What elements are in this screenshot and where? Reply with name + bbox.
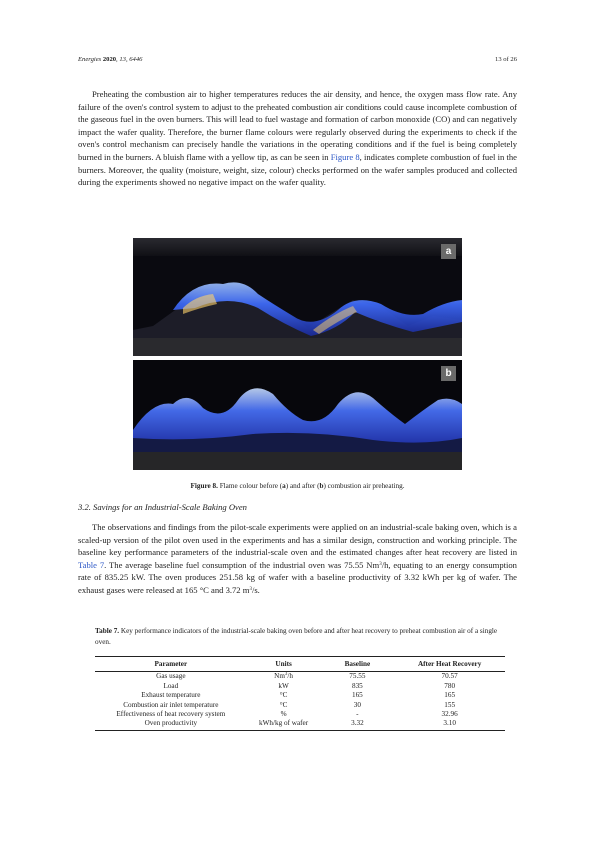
after-cell: 165 xyxy=(444,691,456,700)
units-cell: kWh/kg of wafer xyxy=(247,719,321,730)
flame-image-a xyxy=(133,238,462,356)
units-cell: Nm$^3$/h xyxy=(274,672,294,681)
figure-caption: Figure 8. Flame colour before (a) and after (b) combustion air preheating. xyxy=(190,482,405,490)
baseline-cell: 75.55 xyxy=(349,672,366,681)
table-row xyxy=(95,719,505,730)
kpi-table xyxy=(95,656,505,731)
paragraph-industrial: The observations and findings from the pilot-scale experiments were applied on an industrial-scale baking oven, which is a scaled-up version of the pilot oven used in the experiments and has a similar design, construction and working principle. The baseline key performance parameters of the industrial-scale oven and the estimated changes after heat recovery are listed in Table 7. The average baseline fuel consumption of the industrial oven was 75.55 Nm$^3$/h, equating to an energy consumption rate of 835.25 kW. The oven produces 251.58 kg of wafer with a baseline productivity of 3.32 kWh per kg of wafer. The exhaust gases were released at 165 °C and 3.72 $m^3/s$. xyxy=(78,522,517,595)
parameter-cell: Exhaust temperature xyxy=(141,691,201,700)
units-cell: °C xyxy=(279,691,288,700)
baseline-cell: 165 xyxy=(351,691,363,700)
baseline-cell: 835 xyxy=(351,681,363,690)
figure-label-a: a xyxy=(441,244,456,259)
parameter-cell: Load xyxy=(163,681,179,690)
header-parameter: Parameter xyxy=(95,657,247,672)
parameter-cell: Combustion air inlet temperature xyxy=(123,700,219,709)
parameter-cell: Oven productivity xyxy=(95,719,247,730)
parameter-cell: Gas usage xyxy=(156,672,186,681)
flame-image-b xyxy=(133,360,462,470)
units-cell: kW xyxy=(278,681,289,690)
flame-photo-before xyxy=(133,238,462,356)
header-after: After Heat Recovery xyxy=(394,657,505,672)
baseline-cell: - xyxy=(356,710,359,719)
baseline-cell: 3.32 xyxy=(320,719,394,730)
units-cell: °C xyxy=(279,700,288,709)
after-cell: 155 xyxy=(444,700,456,709)
journal-citation: Energies 2020, 13, 6446 xyxy=(78,56,143,63)
figure-8-link[interactable]: Figure 8 xyxy=(330,151,360,162)
table-row xyxy=(95,672,505,682)
header-units: Units xyxy=(247,657,321,672)
paragraph-preheating: Preheating the combustion air to higher temperatures reduces the air density, and hence, the oxygen mass flow rate. Any failure of the oven's control system to adjust to the preheated combustion air conditions could cause incomplete combustion of the gaseous fuel in the oven burners. This will lead to fuel wastage and formation of carbon monoxide (CO) and can negatively impact the wafer quality. Therefore, the burner flame colours were regularly observed during the experiments to check if the oven's control mechanism can precisely handle the variations in the operating conditions and if the fuel is being completely burned in the burners. A bluish flame with a yellow tip, as can be seen in Figure 8, indicates complete combustion of fuel in the burners. Moreover, the quality (moisture, weight, size, colour) checks performed on the wafer samples produced and collected during the experiments showed no negative impact on the wafer quality. xyxy=(78,89,517,188)
table-row xyxy=(95,691,505,700)
flame-photo-after xyxy=(133,360,462,470)
after-cell: 32.96 xyxy=(441,710,458,719)
table-row xyxy=(95,701,505,710)
after-cell: 70.57 xyxy=(441,672,458,681)
parameter-cell: Effectiveness of heat recovery system xyxy=(116,710,226,719)
units-cell: % xyxy=(280,710,287,719)
table-header-row xyxy=(95,657,505,672)
figure-label-b: b xyxy=(441,366,456,381)
page-number: 13 of 26 xyxy=(495,56,517,63)
table-7-link[interactable]: Table 7 xyxy=(78,559,105,570)
table-row xyxy=(95,710,505,719)
section-heading: 3.2. Savings for an Industrial-Scale Baking Oven xyxy=(78,502,247,512)
after-cell: 780 xyxy=(444,681,456,690)
after-cell: 3.10 xyxy=(394,719,505,730)
header-baseline: Baseline xyxy=(320,657,394,672)
table-row xyxy=(95,682,505,691)
table-caption: Table 7. Key performance indicators of the industrial-scale baking oven before and after heat recovery to preheat combustion air of a single oven. xyxy=(95,627,498,646)
baseline-cell: 30 xyxy=(353,700,361,709)
page-header xyxy=(78,56,517,68)
